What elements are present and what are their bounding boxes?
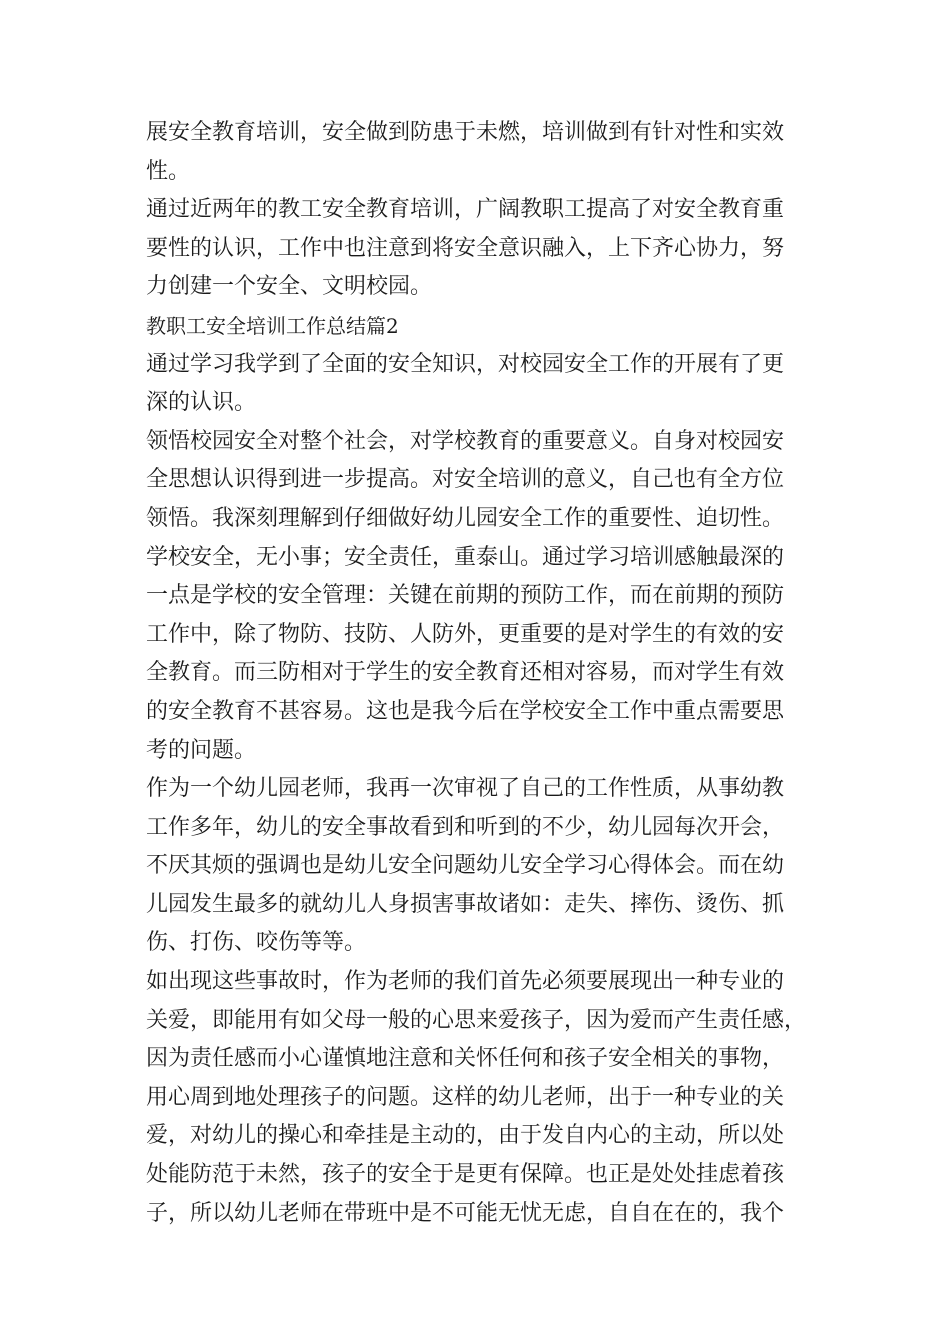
text-line: 领悟。我深刻理解到仔细做好幼儿园安全工作的重要性、迫切性。 [146, 505, 785, 531]
text-line: 处能防范于未然，孩子的安全于是更有保障。也正是处处挂虑着孩 [146, 1162, 785, 1188]
text-line: 学校安全，无小事；安全责任，重泰山。通过学习培训感触最深的 [146, 544, 785, 570]
text-line: 作为一个幼儿园老师，我再一次审视了自己的工作性质，从事幼教 [146, 776, 785, 802]
text-line: 工作中，除了物防、技防、人防外，更重要的是对学生的有效的安 [146, 621, 785, 647]
text-line: 伤、打伤、咬伤等等。 [146, 930, 367, 956]
text-line: 的安全教育不甚容易。这也是我今后在学校安全工作中重点需要思 [146, 698, 785, 724]
text-line: 全思想认识得到进一步提高。对安全培训的意义，自己也有全方位 [146, 467, 785, 493]
text-line: 子，所以幼儿老师在带班中是不可能无忧无虑，自自在在的，我个 [146, 1200, 785, 1226]
text-line: 因为责任感而小心谨慎地注意和关怀任何和孩子安全相关的事物， [146, 1046, 785, 1072]
text-line: 领悟校园安全对整个社会，对学校教育的重要意义。自身对校园安 [146, 428, 785, 454]
text-line: 全教育。而三防相对于学生的安全教育还相对容易，而对学生有效 [146, 660, 785, 686]
text-line: 考的问题。 [146, 737, 257, 763]
text-line: 性。 [146, 158, 191, 184]
text-line: 通过学习我学到了全面的安全知识，对校园安全工作的开展有了更 [146, 351, 785, 377]
text-line: 不厌其烦的强调也是幼儿安全问题幼儿安全学习心得体会。而在幼 [146, 853, 785, 879]
text-line: 通过近两年的教工安全教育培训，广阔教职工提高了对安全教育重 [146, 197, 785, 223]
text-line: 关爱，即能用有如父母一般的心思来爱孩子，因为爱而产生责任感， [146, 1007, 807, 1033]
document-page [146, 114, 826, 1233]
text-line: 用心周到地处理孩子的问题。这样的幼儿老师，出于一种专业的关 [146, 1084, 785, 1110]
text-line: 力创建一个安全、文明校园。 [146, 274, 433, 300]
text-line: 儿园发生最多的就幼儿人身损害事故诸如：走失、摔伤、烫伤、抓 [146, 891, 785, 917]
section-heading: 教职工安全培训工作总结篇2 [146, 313, 399, 338]
text-line: 要性的认识，工作中也注意到将安全意识融入，上下齐心协力，努 [146, 235, 785, 261]
text-line: 一点是学校的安全管理：关键在前期的预防工作，而在前期的预防 [146, 583, 785, 609]
text-line: 展安全教育培训，安全做到防患于未燃，培训做到有针对性和实效 [146, 120, 785, 145]
text-line: 爱，对幼儿的操心和牵挂是主动的，由于发自内心的主动，所以处 [146, 1123, 785, 1149]
text-line: 工作多年，幼儿的安全事故看到和听到的不少，幼儿园每次开会， [146, 814, 785, 840]
text-line: 如出现这些事故时，作为老师的我们首先必须要展现出一种专业的 [146, 969, 785, 995]
text-line: 深的认识。 [146, 390, 257, 416]
